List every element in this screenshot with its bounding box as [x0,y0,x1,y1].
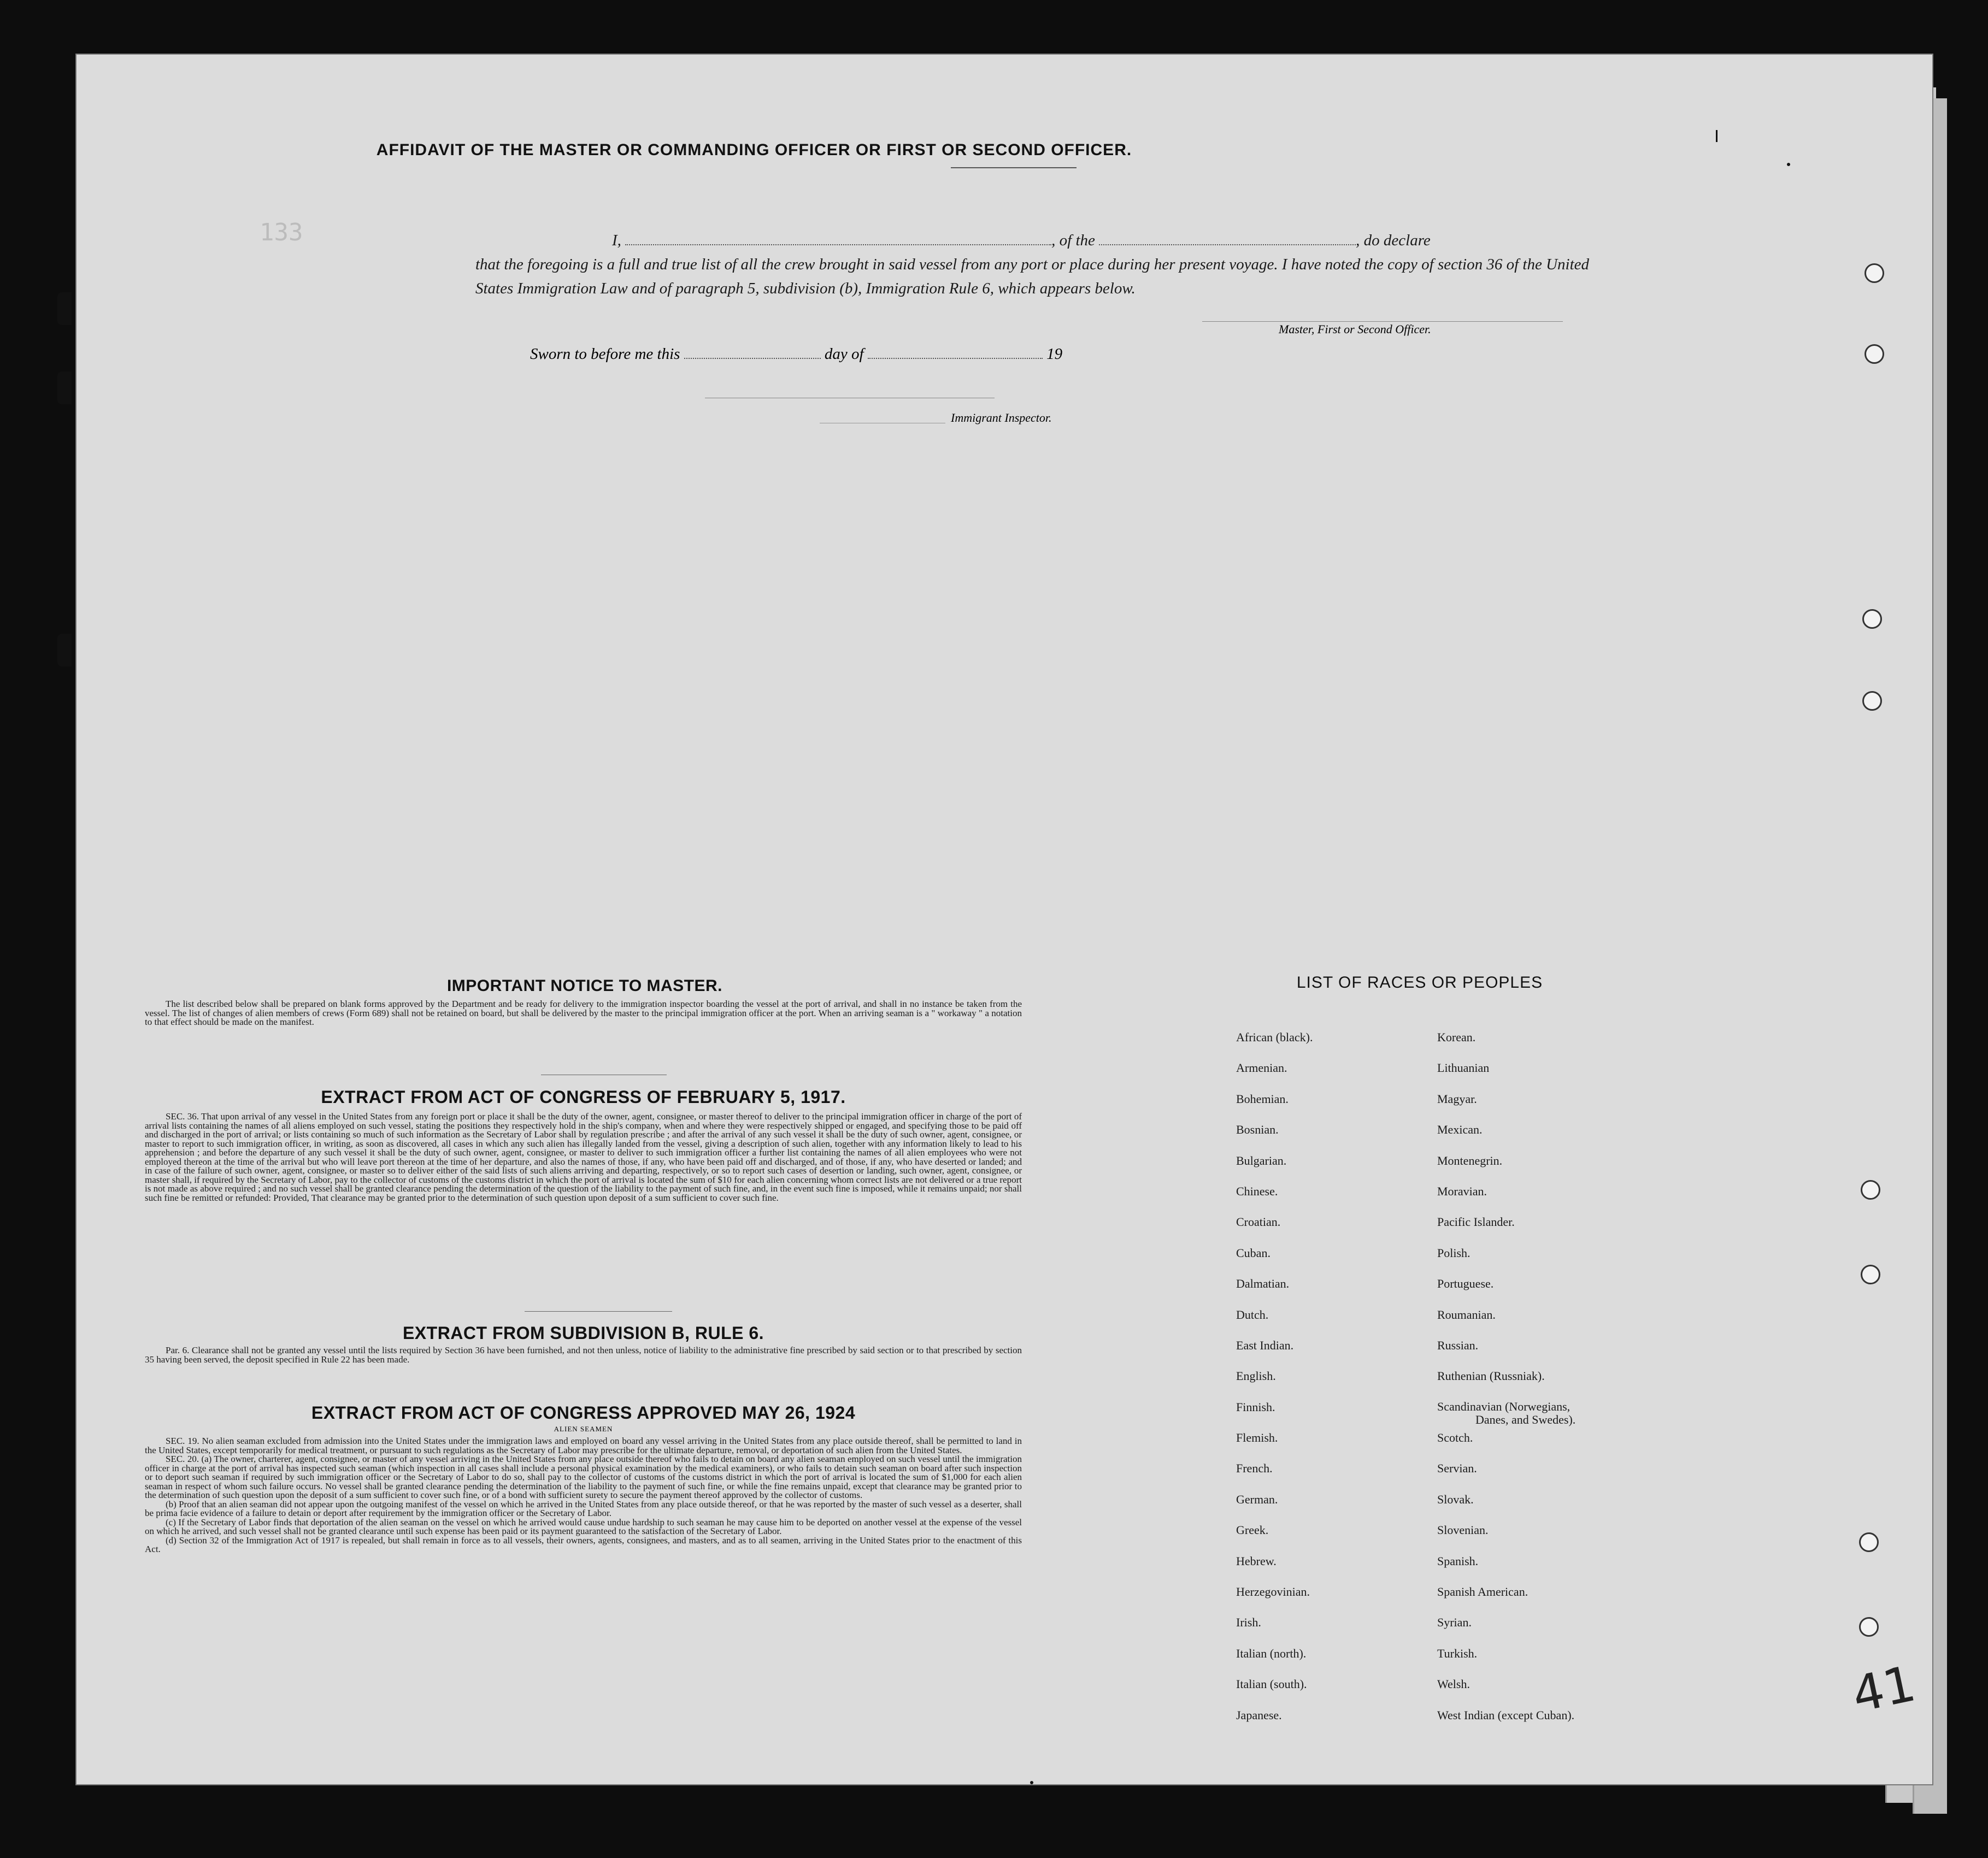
ink-mark [1787,163,1790,166]
race-item: West Indian (except Cuban). [1437,1708,1575,1722]
punch-hole-7 [1859,1532,1879,1552]
race-item: Bosnian. [1236,1123,1279,1137]
race-item: Pacific Islander. [1437,1215,1515,1229]
extract-1924-sec19: SEC. 19. No alien seaman excluded from admission into the United States under the immigration laws and employed on board any vessel arriving in the United States from any place outside thereof, shall be permitted to land in the United States, except temporarily for medical treatment, or pursuant to such regulations as the Secretary of Labor may prescribe for the ultimate departure, removal, or deportation of such alien from the United States. [145,1436,1022,1455]
race-item: Turkish. [1437,1646,1478,1660]
punch-hole-4 [1862,691,1882,711]
stamp-number: 133 [260,219,303,246]
extract-1924-subtitle: ALIEN SEAMEN [554,1425,613,1433]
notice-title: IMPORTANT NOTICE TO MASTER. [446,977,723,995]
inspector-label: Immigrant Inspector. [951,411,1052,424]
document-page [75,54,1933,1785]
punch-hole-3 [1862,609,1882,629]
race-item: Ruthenian (Russniak). [1437,1369,1545,1383]
race-item: Chinese. [1236,1184,1278,1198]
race-item: Moravian. [1437,1184,1487,1198]
punch-hole-6 [1861,1265,1880,1284]
extract-1924-sec20a: SEC. 20. (a) The owner, charterer, agent, consignee, or master of any vessel arriving in the United States from any place outside thereof who fails to detain on board any alien seaman employed on such vessel until the immigration officer in charge at the port of arrival has inspected such seaman (which inspection in all cases shall include a personal physical examination by the medical examiners), or who fails to detain such seaman on board after such inspection or to deport such seaman if required by such immigration officer or the Secretary of Labor to do so, shall pay to the collector of customs of the customs district in which the port of arrival is located the sum of $1,000 for each alien seaman in respect of whom such failure occurs. No vessel shall be granted clearance pending the determination of the liability to the payment of such fine, or while the fine remains unpaid, except that clearance may be granted prior to the determination of such question upon the deposit of a sum sufficient to cover such fine, or of a bond with sufficient surety to secure the payment thereof approved by the collector of customs. [145,1454,1022,1500]
declarant-line [612,228,1596,252]
race-item: Finnish. [1236,1400,1275,1414]
race-item: Bulgarian. [1236,1153,1287,1167]
race-item: Japanese. [1236,1708,1282,1722]
race-item-scandinavian-cont: Danes, and Swedes). [1475,1412,1576,1426]
declaration-text: that the foregoing is a full and true list of all the crew brought in said vessel from any port or place during her present voyage. I have noted the copy of section 36 of the United States Immigration Law and of paragraph 5, subdivision (b), Immigration Rule 6, which appears below. [475,256,1590,297]
race-item: East Indian. [1236,1338,1294,1352]
extract-1917-paragraph: SEC. 36. That upon arrival of any vessel in the United States from any foreign port or place it shall be the duty of the owner, agent, consignee, or master thereof to deliver to the principal immigration officer in charge of the port of arrival lists containing the names of all aliens employed on such vessel, stating the positions they respectively hold in the ship's company, when and where they were respectively shipped or engaged, and specifying those to be paid off and discharged in the port of arrival; or lists containing so much of such information as the Secretary of Labor shall by regulation prescribe ; and after the arrival of any such vessel it shall be the duty of such owner, agent, consignee, or master to report to such immigration officer, in writing, as soon as discovered, all cases in which any such alien has illegally landed from the vessel, giving a description of such alien, together with any information likely to lead to his apprehension ; and before the departure of any such vessel it shall be the duty of such owner, agent, consignee, or master to deliver to such immigration officer a further list containing the names of all alien employees who were not employed thereon at the time of the arrival but who will leave port thereon at the time of her departure, and also the names of those, if any, who have been paid off and discharged, and of those, if any, who have deserted or landed; and in case of the failure of such owner, agent, consignee, or master so to deliver either of the said lists of such aliens arriving and departing, respectively, or so to report such cases of desertion or landing, such owner, agent, consignee, or master shall, if required by the Secretary of Labor, pay to the collector of customs of the customs district in which the port of arrival is located the sum of $10 for each alien concerning whom correct lists are not delivered or a true report is not made as above required ; and no such vessel shall be granted clearance pending the determination of the question of the liability to the payment of such fine, and, in the event such fine is imposed, while it remains unpaid; nor shall such fine be remitted or refunded: Provided, That clearance may be granted prior to the determination of such question upon deposit of a sum sufficient to cover such fine. [145,1111,1022,1203]
race-item: Cuban. [1236,1246,1271,1260]
race-item: Slovenian. [1437,1523,1489,1537]
race-item: French. [1236,1461,1273,1476]
extract-1917-text [145,1112,1022,1202]
race-item: Italian (north). [1236,1646,1307,1660]
signature-line [1202,321,1563,322]
sworn-year: 19 [1046,345,1063,363]
race-item [1437,1400,1575,1431]
ink-mark [1716,130,1718,142]
handwritten-page-number: 41 [1847,1655,1921,1724]
notice-paragraph: The list described below shall be prepared on blank forms approved by the Department and be ready for delivery to the immigration inspector boarding the vessel at the port of arrival, and shall in no instance be taken from the vessel. The list of changes of alien members of crews (Form 689) shall not be retained on board, but shall be delivered by the master to the principal immigration officer at the port. When an arriving seaman is a " workaway " a notation to that effect should be made on the manifest. [145,999,1022,1027]
declarant-name-field[interactable] [625,244,1051,245]
punch-hole-8 [1859,1617,1879,1637]
race-item: Portuguese. [1437,1277,1494,1291]
race-item: Syrian. [1437,1615,1472,1630]
ink-mark [1030,1781,1033,1784]
sworn-prefix: Sworn to before me this [530,345,680,363]
race-item: Italian (south). [1236,1677,1307,1691]
left-edge-mark [57,371,72,404]
extract-1924-sec20d: (d) Section 32 of the Immigration Act of 1917 is repealed, but shall remain in force as to all vessels, their owners, agents, consignees, and masters, and as to all seamen, arriving in the United States prior to the enactment of this Act. [145,1535,1022,1554]
race-item: Servian. [1437,1461,1477,1476]
notice-text [145,1000,1022,1027]
signature-label: Master, First or Second Officer. [1279,322,1431,336]
race-item: Spanish American. [1437,1585,1528,1599]
race-item: Russian. [1437,1338,1479,1352]
race-item: Magyar. [1437,1092,1477,1106]
race-item: English. [1236,1369,1276,1383]
race-item: Slovak. [1437,1492,1474,1506]
declarant-prefix: I, [612,232,621,249]
race-item: Dalmatian. [1236,1277,1290,1291]
race-item: Armenian. [1236,1061,1287,1075]
affidavit-title: AFFIDAVIT OF THE MASTER OR COMMANDING OFFICER OR FIRST OR SECOND OFFICER. [376,141,1132,159]
race-item: Herzegovinian. [1236,1585,1310,1599]
punch-hole-5 [1861,1180,1880,1200]
sworn-day-field[interactable] [684,358,821,359]
race-item: Lithuanian [1437,1061,1490,1075]
race-item: Croatian. [1236,1215,1281,1229]
extract-rule6-text [145,1346,1022,1364]
sworn-day-of: day of [824,345,864,363]
left-edge-mark [57,634,72,666]
extract-rule6-title: EXTRACT FROM SUBDIVISION B, RULE 6. [402,1323,764,1343]
race-item: Hebrew. [1236,1554,1277,1568]
race-item: African (black). [1236,1030,1313,1044]
race-item: Greek. [1236,1523,1269,1537]
race-item: Dutch. [1236,1307,1269,1322]
race-item: Spanish. [1437,1554,1479,1568]
extract-1924-text [145,1437,1022,1554]
extract-1924-sec20b: (b) Proof that an alien seaman did not appear upon the outgoing manifest of the vessel on which he arrived in the United States from any place outside thereof, or that he was reported by the master of such vessel as a deserter, shall be prima facie evidence of a failure to detain or deport after requirement by the immigration officer or the Secretary of Labor. [145,1499,1022,1518]
left-edge-mark [57,292,72,325]
title-underline [951,167,1077,168]
vessel-name-field[interactable] [1099,244,1356,245]
race-item: Korean. [1437,1030,1476,1044]
race-item: Flemish. [1236,1431,1278,1445]
punch-hole-2 [1865,344,1884,364]
extract-1924-sec20c: (c) If the Secretary of Labor finds that deportation of the alien seaman on the vessel on which he arrived would cause undue hardship to such seaman he may cause him to be deported on another vessel at the expense of the vessel on which he arrived, and such vessel shall not be granted clearance until such expense has been paid or its payment guaranteed to the satisfaction of the Secretary of Labor. [145,1517,1022,1536]
race-item: Bohemian. [1236,1092,1289,1106]
race-item: Polish. [1437,1246,1471,1260]
declaration-block [475,228,1596,300]
race-item: Welsh. [1437,1677,1470,1691]
race-item-scandinavian: Scandinavian (Norwegians, [1437,1399,1571,1413]
do-declare-label: , do declare [1356,232,1431,249]
race-item: Mexican. [1437,1123,1483,1137]
of-the-label: , of the [1051,232,1095,249]
races-title: LIST OF RACES OR PEOPLES [1296,974,1543,992]
races-right-column [1437,1030,1575,1739]
extract-1917-title: EXTRACT FROM ACT OF CONGRESS OF FEBRUARY 5, 1917. [321,1087,846,1107]
extract-rule6-paragraph: Par. 6. Clearance shall not be granted any vessel until the lists required by Section 36 have been furnished, and not then unless, notice of liability to the administrative fine prescribed by said section or to that prescribed by section 35 having been served, the deposit specified in Rule 22 has been made. [145,1345,1022,1365]
races-left-column [1236,1030,1313,1739]
race-item: Irish. [1236,1615,1261,1630]
sworn-month-field[interactable] [868,358,1043,359]
extract-1924-title: EXTRACT FROM ACT OF CONGRESS APPROVED MAY 26, 1924 [311,1403,856,1423]
punch-hole-1 [1865,263,1884,283]
race-item: Montenegrin. [1437,1153,1503,1167]
race-item: Scotch. [1437,1431,1473,1445]
race-item: Roumanian. [1437,1307,1496,1322]
sworn-line [530,345,1062,363]
divider-2 [525,1311,672,1312]
race-item: German. [1236,1492,1278,1506]
